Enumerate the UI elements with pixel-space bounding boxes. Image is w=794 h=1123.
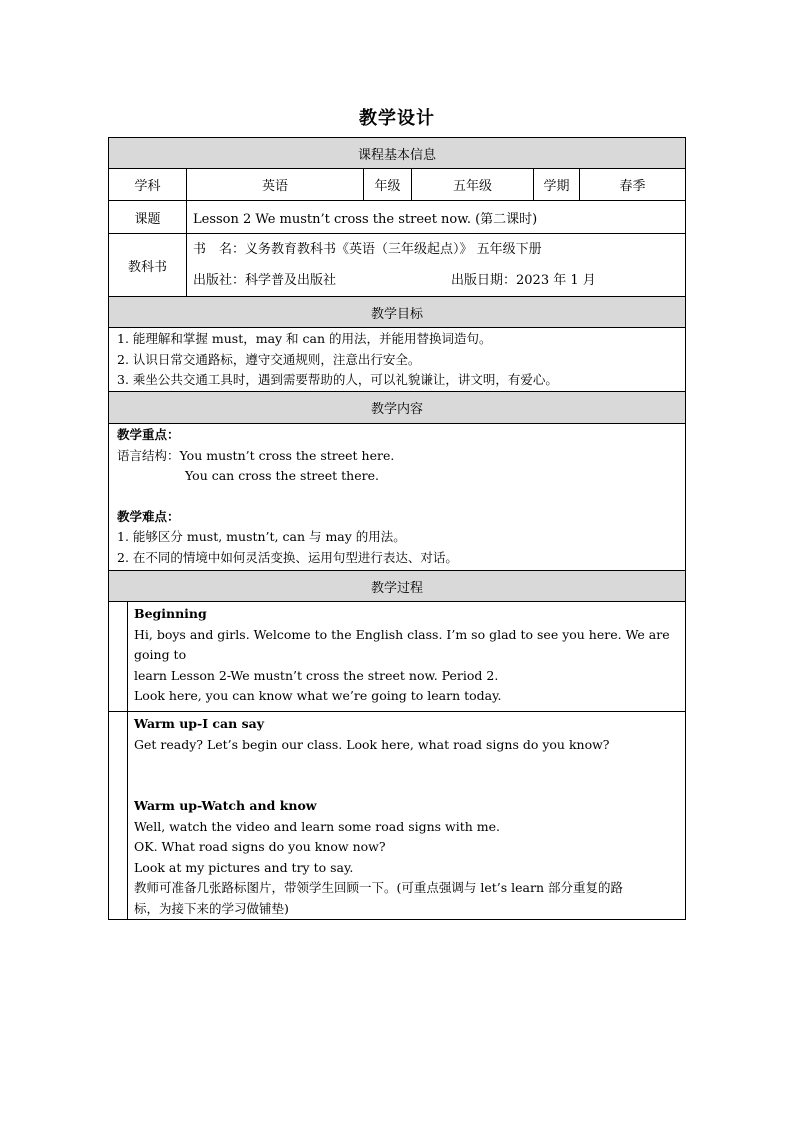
warmup2-line: Look at my pictures and try to say.: [134, 859, 354, 875]
objectives-header-row: [108, 297, 686, 328]
warmup2-line: Well, watch the video and learn some road signs with me.: [134, 818, 501, 834]
process-warmup-row: [108, 712, 686, 920]
textbook-details: [186, 234, 685, 296]
grade-label: 年级: [363, 169, 411, 200]
warmup2-line: 教师可准备几张路标图片，带领学生回顾一下。(可重点强调与 let’s learn 部分重复的路: [134, 880, 623, 895]
subject-label: 学科: [134, 179, 161, 194]
objectives-list: [109, 328, 685, 391]
textbook-label: 教科书: [127, 259, 167, 275]
subject-value: 英语: [186, 169, 363, 200]
objective-item: 3. 乘坐公共交通工具时，遇到需要帮助的人，可以礼貌谦让，讲文明，有爱心。: [117, 372, 558, 387]
publisher-line: [193, 265, 685, 296]
textbook-row: [108, 234, 686, 297]
subject-row: [108, 169, 686, 201]
topic-label: 课题: [134, 211, 161, 227]
grade-value: 五年级: [411, 169, 533, 200]
warmup2-line: 标，为接下来的学习做铺垫): [134, 900, 289, 916]
beginning-line: Look here, you can know what we’re going to learn today.: [134, 688, 502, 703]
page-title: 教学设计: [359, 108, 435, 129]
warmup1-line: Get ready? Let’s begin our class. Look here, what road signs do you know?: [134, 736, 610, 752]
structure-sentence-2: You can cross the street there.: [185, 468, 379, 483]
process-header-row: [108, 571, 686, 602]
process-gutter: [109, 602, 128, 711]
topic-row: [108, 201, 686, 234]
warmup1-title: Warm up-I can say: [134, 716, 264, 731]
term-value: 春季: [579, 169, 685, 200]
objectives-row: [108, 328, 686, 392]
publisher: 出版社：科学普及出版社: [193, 273, 337, 288]
basic-info-header-row: [108, 137, 686, 169]
structure-line-1: [117, 446, 679, 467]
warmup2-line: OK. What road signs do you know now?: [134, 839, 386, 854]
lesson-plan-table: [108, 137, 686, 920]
process-header: 教学过程: [109, 571, 685, 601]
term-label: 学期: [533, 169, 579, 200]
objective-item: 2. 认识日常交通路标，遵守交通规则，注意出行安全。: [117, 351, 421, 367]
structure-label: 语言结构：: [117, 447, 180, 463]
difficult-item: 1. 能够区分 must, mustn’t, can 与 may 的用法。: [117, 529, 406, 544]
objectives-header: 教学目标: [109, 297, 685, 327]
beginning-line: Hi, boys and girls. Welcome to the English class. I’m so glad to see you here. We are going to: [134, 626, 670, 662]
beginning-title: Beginning: [134, 606, 207, 621]
process-gutter: [109, 712, 128, 919]
content-header-row: [108, 392, 686, 424]
content-header: 教学内容: [109, 392, 685, 423]
warmup-section: [128, 712, 685, 919]
content-body: [109, 424, 685, 570]
key-points-title: 教学重点：: [117, 427, 180, 442]
warmup2-title: Warm up-Watch and know: [134, 798, 317, 813]
structure-sentence-1: You mustn’t cross the street here.: [179, 447, 395, 463]
content-row: [108, 424, 686, 571]
beginning-section: [128, 602, 685, 711]
objective-item: 1. 能理解和掌握 must，may 和 can 的用法，并能用替换词造句。: [117, 331, 492, 346]
beginning-line: learn Lesson 2-We mustn’t cross the street now. Period 2.: [134, 667, 499, 683]
difficult-item: 2. 在不同的情境中如何灵活变换、运用句型进行表达、对话。: [117, 549, 458, 565]
topic-value: Lesson 2 We mustn’t cross the street now. (第二课时): [186, 201, 685, 233]
difficult-points-title: 教学难点：: [117, 508, 180, 524]
process-beginning-row: [108, 602, 686, 712]
publish-date: 出版日期：2023 年 1 月: [451, 273, 596, 288]
book-name: 书 名：义务教育教科书《英语（三年级起点）》 五年级下册: [193, 242, 542, 257]
basic-info-header: 课程基本信息: [109, 138, 685, 168]
